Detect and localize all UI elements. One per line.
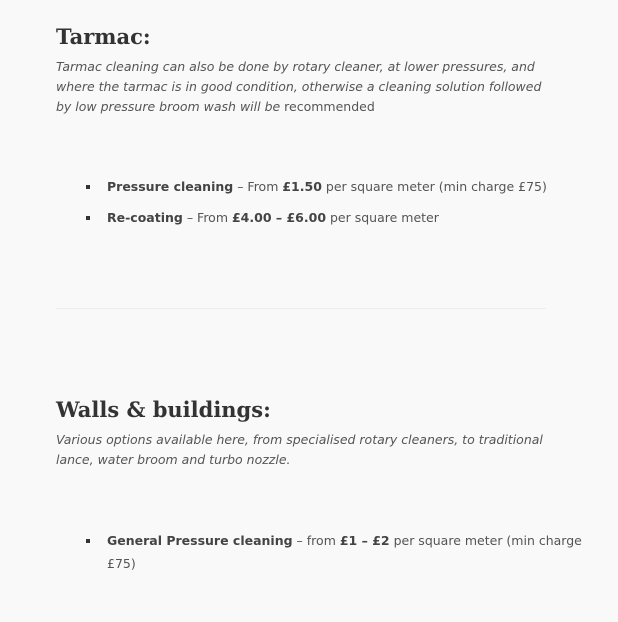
price-separator: – from — [292, 533, 340, 548]
price-separator: – From — [233, 179, 283, 194]
tarmac-price-list — [56, 176, 597, 229]
list-item — [107, 207, 597, 230]
list-item — [107, 530, 597, 575]
price-separator: – From — [182, 209, 232, 225]
tarmac-intro — [56, 57, 546, 117]
price-detail: per square meter — [326, 209, 439, 225]
service-label: Pressure cleaning — [107, 179, 234, 194]
service-price: £1 – £2 — [339, 533, 390, 548]
bullet-icon — [86, 216, 90, 220]
walls-heading: Walls & buildings: — [56, 397, 271, 422]
tarmac-intro-plain: recommended — [280, 99, 375, 114]
walls-intro — [56, 430, 546, 470]
tarmac-heading: Tarmac: — [56, 24, 151, 49]
section-divider — [56, 308, 546, 309]
walls-intro-italic: Various options available here, from specialised rotary cleaners, to traditional lance, water broom and turbo nozzle. — [56, 432, 543, 467]
bullet-icon — [86, 185, 90, 189]
bullet-icon — [86, 539, 90, 543]
service-label: Re-coating — [107, 209, 183, 225]
list-item — [107, 176, 597, 199]
walls-price-list — [56, 530, 597, 575]
service-label: General Pressure cleaning — [107, 533, 293, 548]
tarmac-intro-italic: Tarmac cleaning can also be done by rotary cleaner, at lower pressures, and where the tarmac is in good condition, otherwise a cleaning solution followed by low pressure broom wash will be — [56, 59, 542, 114]
price-detail: per square meter (min charge £75) — [107, 533, 582, 571]
service-price: £4.00 – £6.00 — [231, 209, 327, 225]
price-detail: per square meter (min charge £75) — [321, 179, 547, 194]
service-price: £1.50 — [282, 179, 322, 194]
